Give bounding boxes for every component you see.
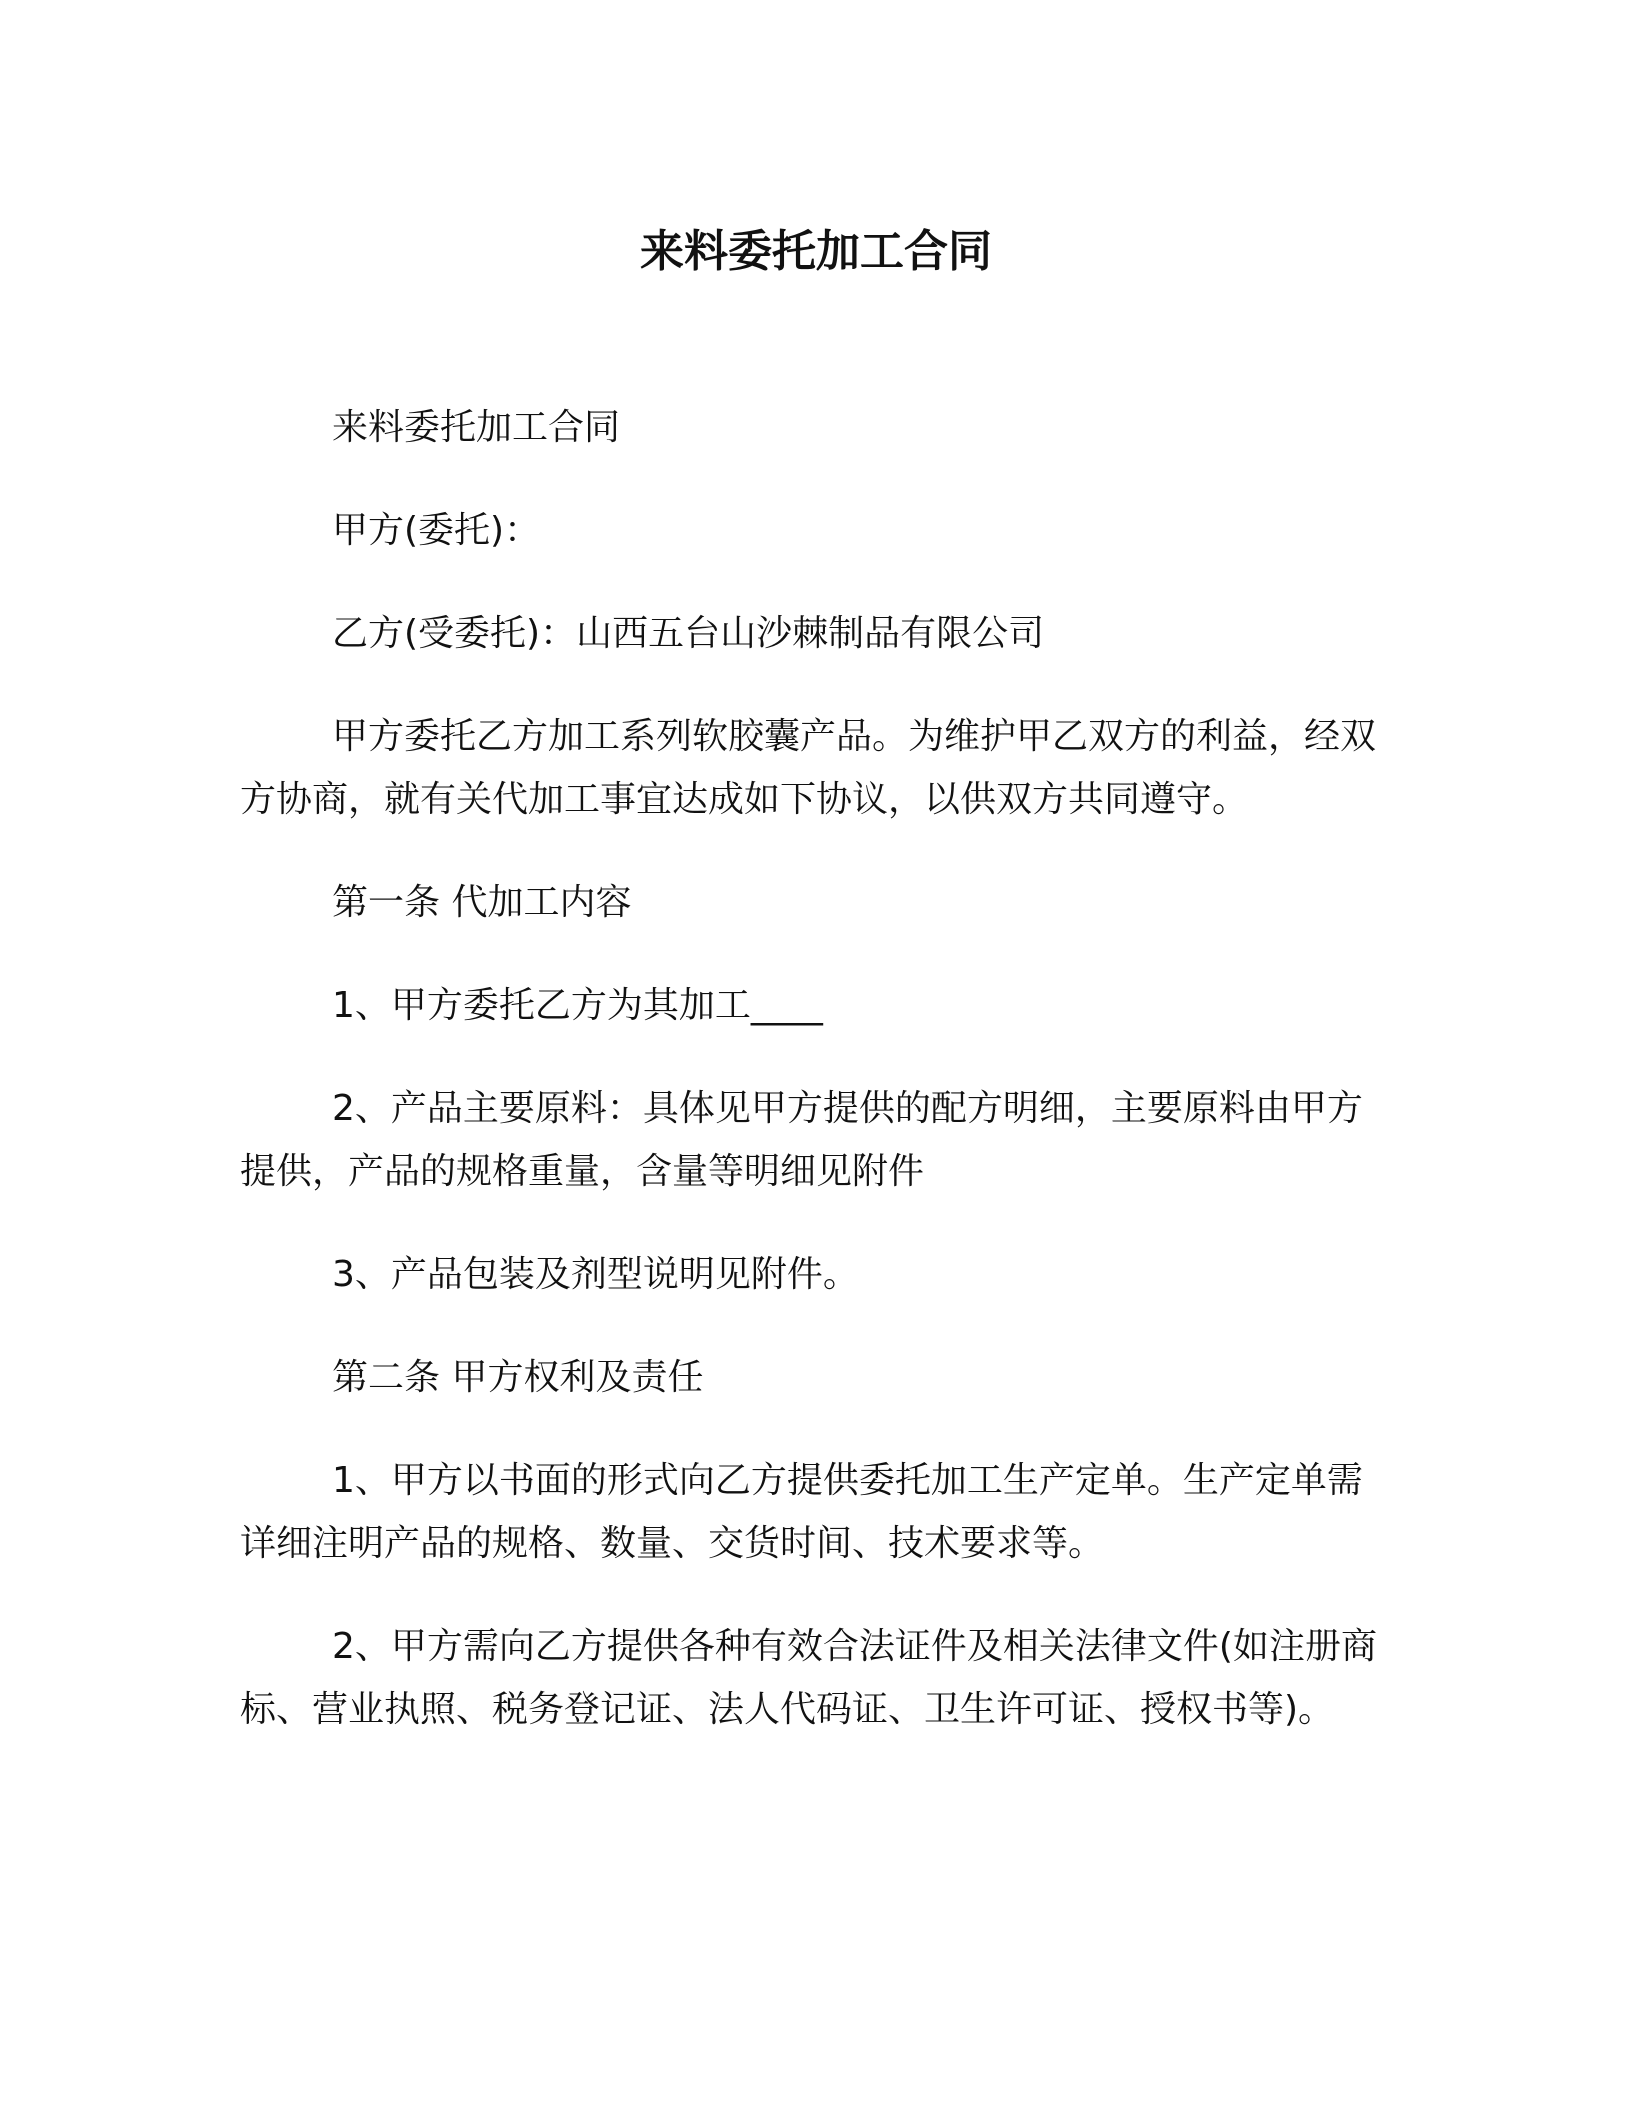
paragraph-clause-2-1: 1、甲方以书面的形式向乙方提供委托加工生产定单。生产定单需详细注明产品的规格、数量、交货时间、技术要求等。 <box>240 1460 1363 1564</box>
paragraph-clause-1-2: 2、产品主要原料：具体见甲方提供的配方明细，主要原料由甲方提供，产品的规格重量，含量等明细见附件 <box>240 1088 1363 1192</box>
paragraph-party-a: 甲方(委托)： <box>332 510 541 551</box>
article-heading-2: 第二条 甲方权利及责任 <box>332 1357 704 1398</box>
paragraph-party-b: 乙方(受委托)：山西五台山沙棘制品有限公司 <box>332 613 1045 654</box>
document-title: 来料委托加工合同 <box>640 226 992 277</box>
paragraph-clause-1-1: 1、甲方委托乙方为其加工____ <box>332 985 823 1026</box>
article-heading-1: 第一条 代加工内容 <box>332 882 632 923</box>
paragraph-clause-2-2: 2、甲方需向乙方提供各种有效合法证件及相关法律文件(如注册商标、营业执照、税务登记证、法人代码证、卫生许可证、授权书等)。 <box>240 1626 1377 1730</box>
document-body <box>240 396 1390 1781</box>
paragraph-subtitle: 来料委托加工合同 <box>332 407 621 448</box>
paragraph-preamble: 甲方委托乙方加工系列软胶囊产品。为维护甲乙双方的利益，经双方协商，就有关代加工事宜达成如下协议，以供双方共同遵守。 <box>240 716 1377 820</box>
paragraph-clause-1-3: 3、产品包装及剂型说明见附件。 <box>332 1254 859 1295</box>
